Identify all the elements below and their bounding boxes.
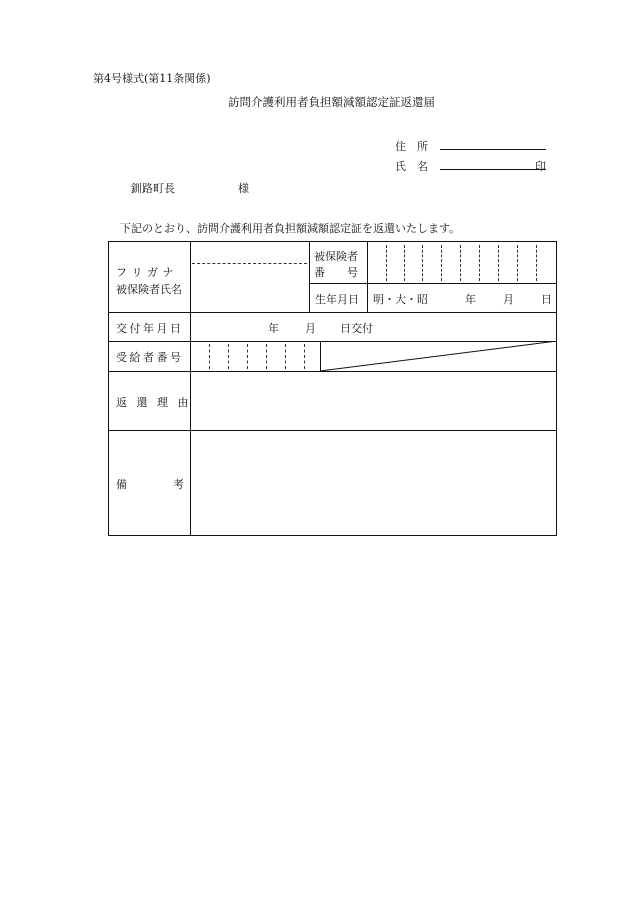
remarks-label-2: 考 — [173, 478, 184, 491]
issue-date-field[interactable] — [191, 313, 556, 340]
name-line[interactable] — [440, 169, 546, 170]
insured-name-field[interactable] — [191, 264, 308, 311]
insured-number-label-1: 被保険者 — [314, 250, 358, 263]
recipient-number-label: 受給者番号 — [116, 351, 184, 364]
insured-number-label-2: 番 号 — [314, 266, 358, 279]
name-label: 氏 名 — [395, 160, 428, 173]
birth-year: 年 — [465, 293, 476, 306]
issue-date-label: 交付年月日 — [116, 322, 184, 335]
address-label: 住 所 — [395, 140, 428, 153]
birth-day: 日 — [541, 293, 552, 306]
insured-number-field[interactable] — [368, 242, 556, 282]
return-reason-field[interactable] — [191, 372, 556, 429]
page-title: 訪問介護利用者負担額減額認定証返還届 — [228, 95, 435, 109]
furigana-label: フ リ ガ ナ — [116, 266, 174, 279]
recipient: 釧路町長 — [131, 182, 175, 195]
era-options[interactable]: 明・大・昭 — [373, 293, 428, 306]
form-number: 第4号様式(第11条関係) — [93, 72, 211, 85]
recipient-number-field[interactable] — [191, 342, 319, 370]
seal-label: 印 — [535, 160, 546, 173]
insured-name-label: 被保険者氏名 — [116, 283, 182, 296]
diagonal-strike — [320, 341, 557, 372]
statement: 下記のとおり、訪問介護利用者負担額減額認定証を返還いたします。 — [120, 222, 461, 235]
birthdate-label: 生年月日 — [315, 293, 359, 306]
issue-year: 年 — [268, 322, 279, 335]
remarks-field[interactable] — [191, 431, 556, 535]
address-line[interactable] — [440, 149, 546, 150]
recipient-honorific: 様 — [238, 182, 249, 195]
furigana-field[interactable] — [191, 242, 308, 262]
birth-month: 月 — [503, 293, 514, 306]
return-reason-label: 返 還 理 由 — [116, 396, 192, 409]
remarks-label-1: 備 — [116, 478, 127, 491]
issue-month: 月 — [305, 322, 316, 335]
issue-suffix: 日交付 — [340, 322, 373, 335]
